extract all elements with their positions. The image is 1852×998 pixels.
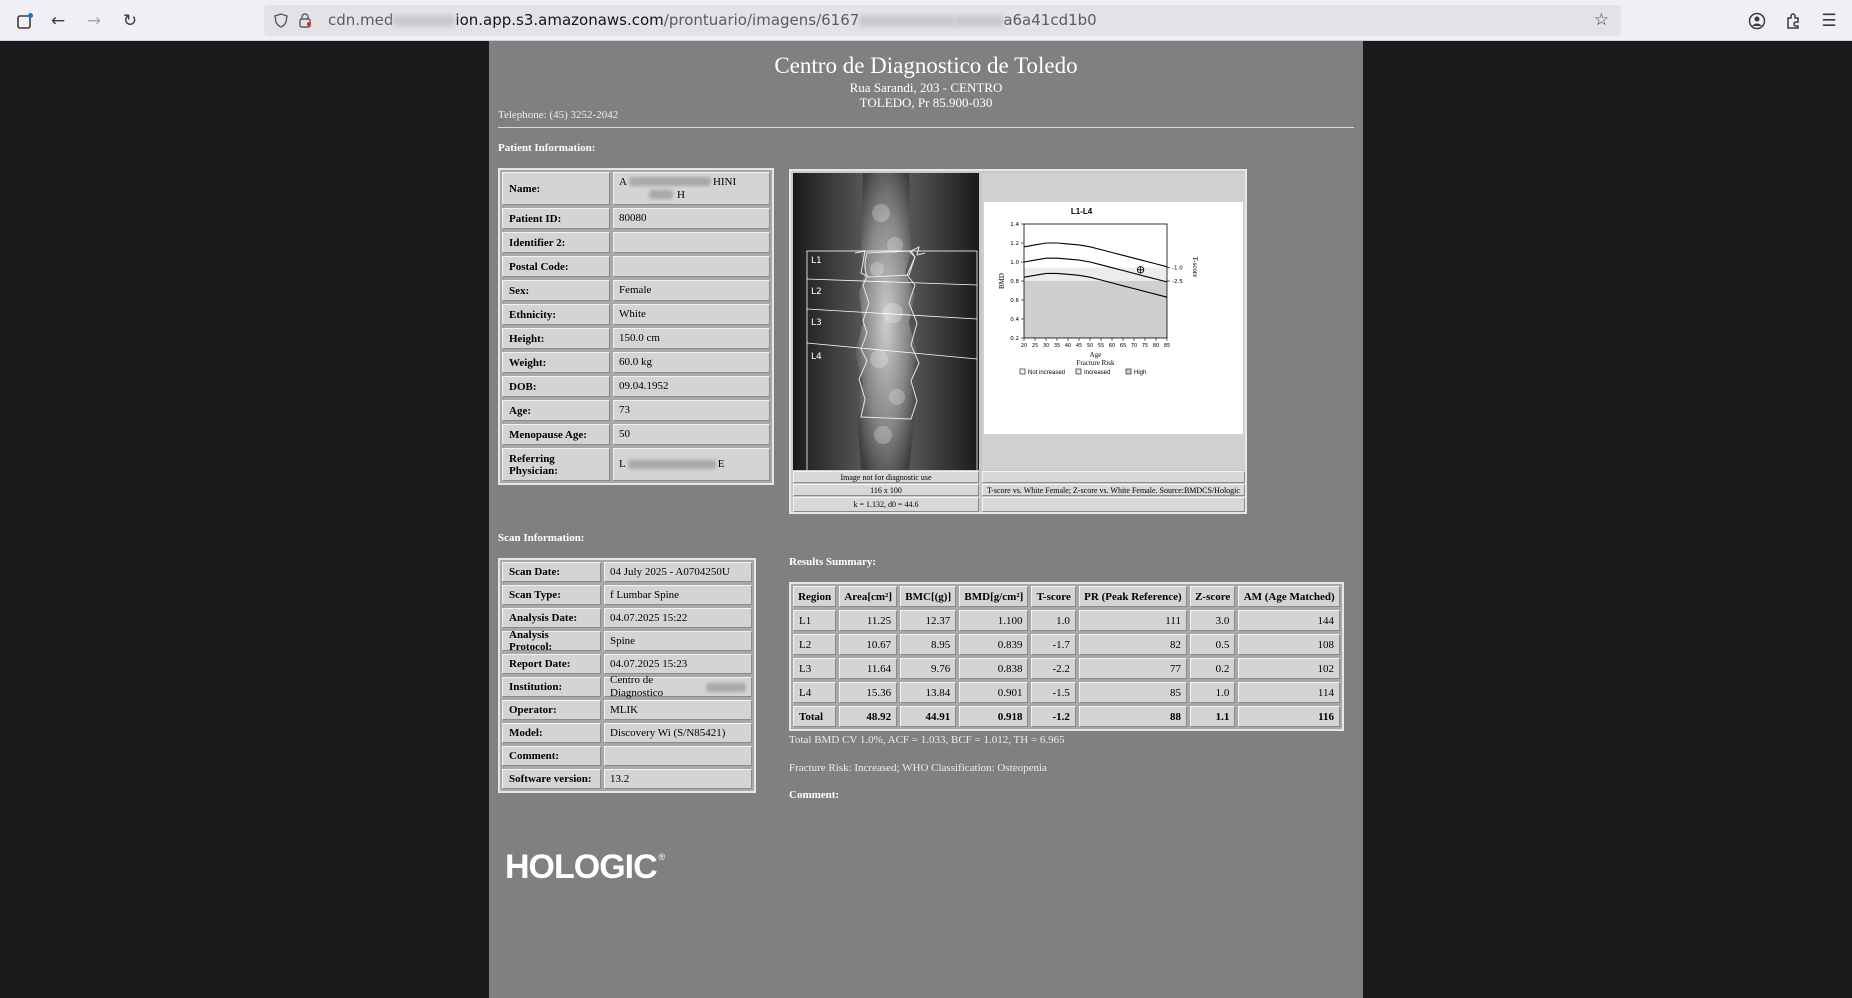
results-header: BMD[g/cm²] — [959, 586, 1028, 607]
scan-label: Analysis Protocol: — [502, 631, 601, 651]
tab-overview-icon[interactable] — [12, 8, 38, 34]
hologic-logo: HOLOGIC ® — [505, 848, 666, 886]
x-tick-label: 45 — [1075, 343, 1083, 349]
reload-icon[interactable]: ↻ — [122, 11, 138, 31]
y2-tick-label: -2.5 — [1172, 279, 1183, 285]
vertebra-label-l3: L3 — [811, 318, 822, 328]
results-header: Z-score — [1190, 586, 1235, 607]
table-cell: Total — [793, 706, 836, 727]
bookmark-star-icon[interactable]: ☆ — [1593, 10, 1609, 30]
patient-value: 60.0 kg — [613, 352, 770, 373]
table-cell: 11.64 — [839, 658, 897, 679]
x-tick-label: 50 — [1086, 343, 1094, 349]
bmd-chart — [984, 202, 1243, 434]
legend-swatch — [1020, 369, 1025, 374]
scan-label: Comment: — [502, 746, 601, 766]
legend-label: Not increased — [1028, 370, 1066, 376]
scan-value: Centro de Diagnostico — [604, 677, 752, 697]
risk-band — [1024, 281, 1167, 338]
table-cell: L3 — [793, 658, 836, 679]
scan-label: Software version: — [502, 769, 601, 789]
caption-k-value: k = 1.132, d0 = 44.6 — [793, 497, 979, 512]
x-tick-label: 60 — [1108, 343, 1116, 349]
table-cell: 48.92 — [839, 706, 897, 727]
patient-label: Menopause Age: — [502, 424, 610, 445]
table-cell: 15.36 — [839, 682, 897, 703]
x-tick-label: 70 — [1130, 343, 1138, 349]
patient-info-table — [498, 168, 774, 485]
report-page — [489, 41, 1363, 998]
table-cell: 77 — [1079, 658, 1187, 679]
address-bar[interactable] — [264, 5, 1621, 36]
y-tick-label: 0.6 — [1010, 298, 1019, 304]
caption-blank-1 — [982, 471, 1245, 483]
caption-not-diagnostic: Image not for diagnostic use — [793, 471, 979, 483]
clinic-address-line1: Rua Sarandi, 203 - CENTRO — [849, 80, 1003, 95]
y2-axis-label: T-score — [1191, 256, 1199, 278]
results-header: PR (Peak Reference) — [1079, 586, 1187, 607]
patient-row-name — [502, 172, 770, 205]
table-cell: 82 — [1079, 634, 1187, 655]
results-section-label: Results Summary: — [789, 556, 877, 568]
header-divider — [498, 127, 1354, 128]
table-row — [793, 634, 1340, 655]
x-axis-label: Age — [1089, 351, 1102, 359]
table-cell: L1 — [793, 610, 836, 631]
browser-toolbar — [0, 0, 1852, 41]
table-cell: 3.0 — [1190, 610, 1235, 631]
table-cell: 1.1 — [1190, 706, 1235, 727]
patient-value — [613, 232, 770, 253]
table-cell: 8.95 — [900, 634, 956, 655]
spine-scan-image — [793, 173, 979, 470]
table-cell: 0.838 — [959, 658, 1028, 679]
x-tick-label: 25 — [1031, 343, 1039, 349]
y-tick-label: 1.2 — [1010, 241, 1019, 247]
y-tick-label: 1.4 — [1010, 222, 1019, 228]
table-row — [793, 658, 1340, 679]
url-text: cdn.med ion.app.s3.amazonaws.com/prontuario/imagens/6167 a6a41cd1b0 — [328, 11, 1097, 29]
table-cell: 1.0 — [1190, 682, 1235, 703]
menu-icon[interactable]: ☰ — [1821, 11, 1837, 31]
patient-label: Sex: — [502, 280, 610, 301]
table-cell: 116 — [1238, 706, 1340, 727]
patient-label: Weight: — [502, 352, 610, 373]
caption-image-size: 116 x 100 — [793, 484, 979, 496]
table-cell: 111 — [1079, 610, 1187, 631]
scan-value: Spine — [604, 631, 752, 651]
patient-value: 150.0 cm — [613, 328, 770, 349]
scan-value: 04.07.2025 15:22 — [604, 608, 752, 628]
bmd-chart-area — [984, 202, 1243, 434]
y2-tick-label: -1.0 — [1172, 265, 1183, 272]
table-row — [793, 610, 1340, 631]
account-icon[interactable] — [1744, 8, 1770, 34]
patient-label: Identifier 2: — [502, 232, 610, 253]
y-tick-label: 0.4 — [1010, 317, 1019, 323]
table-cell: -1.2 — [1031, 706, 1075, 727]
results-header: AM (Age Matched) — [1238, 586, 1340, 607]
patient-value — [613, 256, 770, 277]
y-tick-label: 1.0 — [1010, 260, 1019, 266]
results-header-row — [793, 586, 1340, 607]
scan-label: Institution: — [502, 677, 601, 697]
scan-value: Discovery Wi (S/N85421) — [604, 723, 752, 743]
scan-label: Model: — [502, 723, 601, 743]
patient-label: Referring Physician: — [502, 448, 610, 481]
scan-label: Analysis Date: — [502, 608, 601, 628]
table-cell: 114 — [1238, 682, 1340, 703]
patient-label: DOB: — [502, 376, 610, 397]
scan-value: f Lumbar Spine — [604, 585, 752, 605]
table-cell: 1.100 — [959, 610, 1028, 631]
y-tick-label: 0.8 — [1010, 279, 1019, 285]
legend-swatch — [1126, 369, 1131, 374]
patient-label: Name: — [502, 172, 610, 205]
x-tick-label: 55 — [1097, 343, 1105, 349]
scan-section-label: Scan Information: — [498, 532, 585, 544]
patient-value: 09.04.1952 — [613, 376, 770, 397]
table-cell: -2.2 — [1031, 658, 1075, 679]
table-row — [793, 682, 1340, 703]
patient-section-label: Patient Information: — [498, 142, 596, 154]
results-header: BMC[(g)] — [900, 586, 956, 607]
table-cell: 85 — [1079, 682, 1187, 703]
bmd-cv-note: Total BMD CV 1.0%, ACF = 1.033, BCF = 1.012, TH = 6.965 — [789, 734, 1065, 746]
clinic-title: Centro de Diagnostico de Toledo — [774, 53, 1078, 78]
table-cell: -1.5 — [1031, 682, 1075, 703]
scan-value: 04.07.2025 15:23 — [604, 654, 752, 674]
table-cell: 12.37 — [900, 610, 956, 631]
table-cell: L4 — [793, 682, 836, 703]
scan-label: Scan Type: — [502, 585, 601, 605]
patient-label: Postal Code: — [502, 256, 610, 277]
vertebra-label-l2: L2 — [811, 287, 822, 297]
table-cell: -1.7 — [1031, 634, 1075, 655]
clinic-telephone: Telephone: (45) 3252-2042 — [498, 109, 619, 121]
table-cell: 10.67 — [839, 634, 897, 655]
table-cell: 102 — [1238, 658, 1340, 679]
vertebra-label-l4: L4 — [811, 352, 822, 362]
table-cell: 108 — [1238, 634, 1340, 655]
back-icon[interactable]: ← — [50, 11, 66, 31]
scan-label: Report Date: — [502, 654, 601, 674]
scan-info-table — [498, 558, 756, 793]
x-tick-label: 35 — [1053, 343, 1061, 349]
table-cell: 0.5 — [1190, 634, 1235, 655]
x-tick-label: 65 — [1119, 343, 1127, 349]
x-tick-label: 85 — [1163, 343, 1171, 349]
results-header: T-score — [1031, 586, 1075, 607]
table-cell: 11.25 — [839, 610, 897, 631]
lock-icon[interactable] — [297, 12, 313, 28]
table-cell: 13.84 — [900, 682, 956, 703]
results-table — [789, 582, 1344, 731]
scan-value: 13.2 — [604, 769, 752, 789]
caption-reference: T-score vs. White Female; Z-score vs. White Female. Source:BMDCS/Hologic — [982, 484, 1245, 496]
scan-label: Operator: — [502, 700, 601, 720]
legend-swatch — [1076, 369, 1081, 374]
scan-value — [604, 746, 752, 766]
scan-value: 04 July 2025 - A0704250U — [604, 562, 752, 582]
legend-title: Fracture Risk — [1076, 359, 1115, 367]
patient-value: 50 — [613, 424, 770, 445]
table-cell: 0.901 — [959, 682, 1028, 703]
caption-blank-2 — [982, 497, 1245, 512]
table-cell: 88 — [1079, 706, 1187, 727]
patient-value: 73 — [613, 400, 770, 421]
table-cell: 1.0 — [1031, 610, 1075, 631]
x-tick-label: 80 — [1152, 343, 1160, 349]
x-tick-label: 40 — [1064, 343, 1072, 349]
results-header: Area[cm²] — [839, 586, 897, 607]
scan-image-panel — [789, 169, 1247, 514]
shield-icon[interactable] — [274, 13, 288, 28]
scan-value: MLIK — [604, 700, 752, 720]
comment-label: Comment: — [789, 789, 840, 801]
patient-label: Age: — [502, 400, 610, 421]
y-tick-label: 0.2 — [1010, 336, 1019, 342]
table-cell: 0.839 — [959, 634, 1028, 655]
bmd-chart-panel — [982, 173, 1245, 470]
legend-label: High — [1134, 370, 1147, 376]
legend-label: Increased — [1084, 370, 1111, 376]
patient-label: Height: — [502, 328, 610, 349]
extensions-icon[interactable] — [1780, 8, 1806, 34]
table-cell: 0.2 — [1190, 658, 1235, 679]
chart-title: L1-L4 — [1070, 207, 1093, 216]
results-header: Region — [793, 586, 836, 607]
clinic-address-line2: TOLEDO, Pr 85.900-030 — [859, 95, 993, 110]
table-cell: L2 — [793, 634, 836, 655]
x-tick-label: 75 — [1141, 343, 1149, 349]
table-cell: 144 — [1238, 610, 1340, 631]
table-row-total — [793, 706, 1340, 727]
patient-value: A HINI H — [613, 172, 770, 205]
table-cell: 0.918 — [959, 706, 1028, 727]
patient-label: Patient ID: — [502, 208, 610, 229]
y-axis-label: BMD — [998, 273, 1006, 289]
patient-value: 80080 — [613, 208, 770, 229]
x-tick-label: 30 — [1042, 343, 1050, 349]
scan-label: Scan Date: — [502, 562, 601, 582]
table-cell: 44.91 — [900, 706, 956, 727]
table-cell: 9.76 — [900, 658, 956, 679]
forward-icon[interactable]: → — [86, 11, 102, 31]
patient-label: Ethnicity: — [502, 304, 610, 325]
patient-value: White — [613, 304, 770, 325]
fracture-risk-note: Fracture Risk: Increased; WHO Classification: Osteopenia — [789, 762, 1047, 774]
x-tick-label: 20 — [1020, 343, 1028, 349]
patient-value: Female — [613, 280, 770, 301]
patient-value: L E — [613, 448, 770, 481]
vertebra-label-l1: L1 — [811, 256, 822, 266]
